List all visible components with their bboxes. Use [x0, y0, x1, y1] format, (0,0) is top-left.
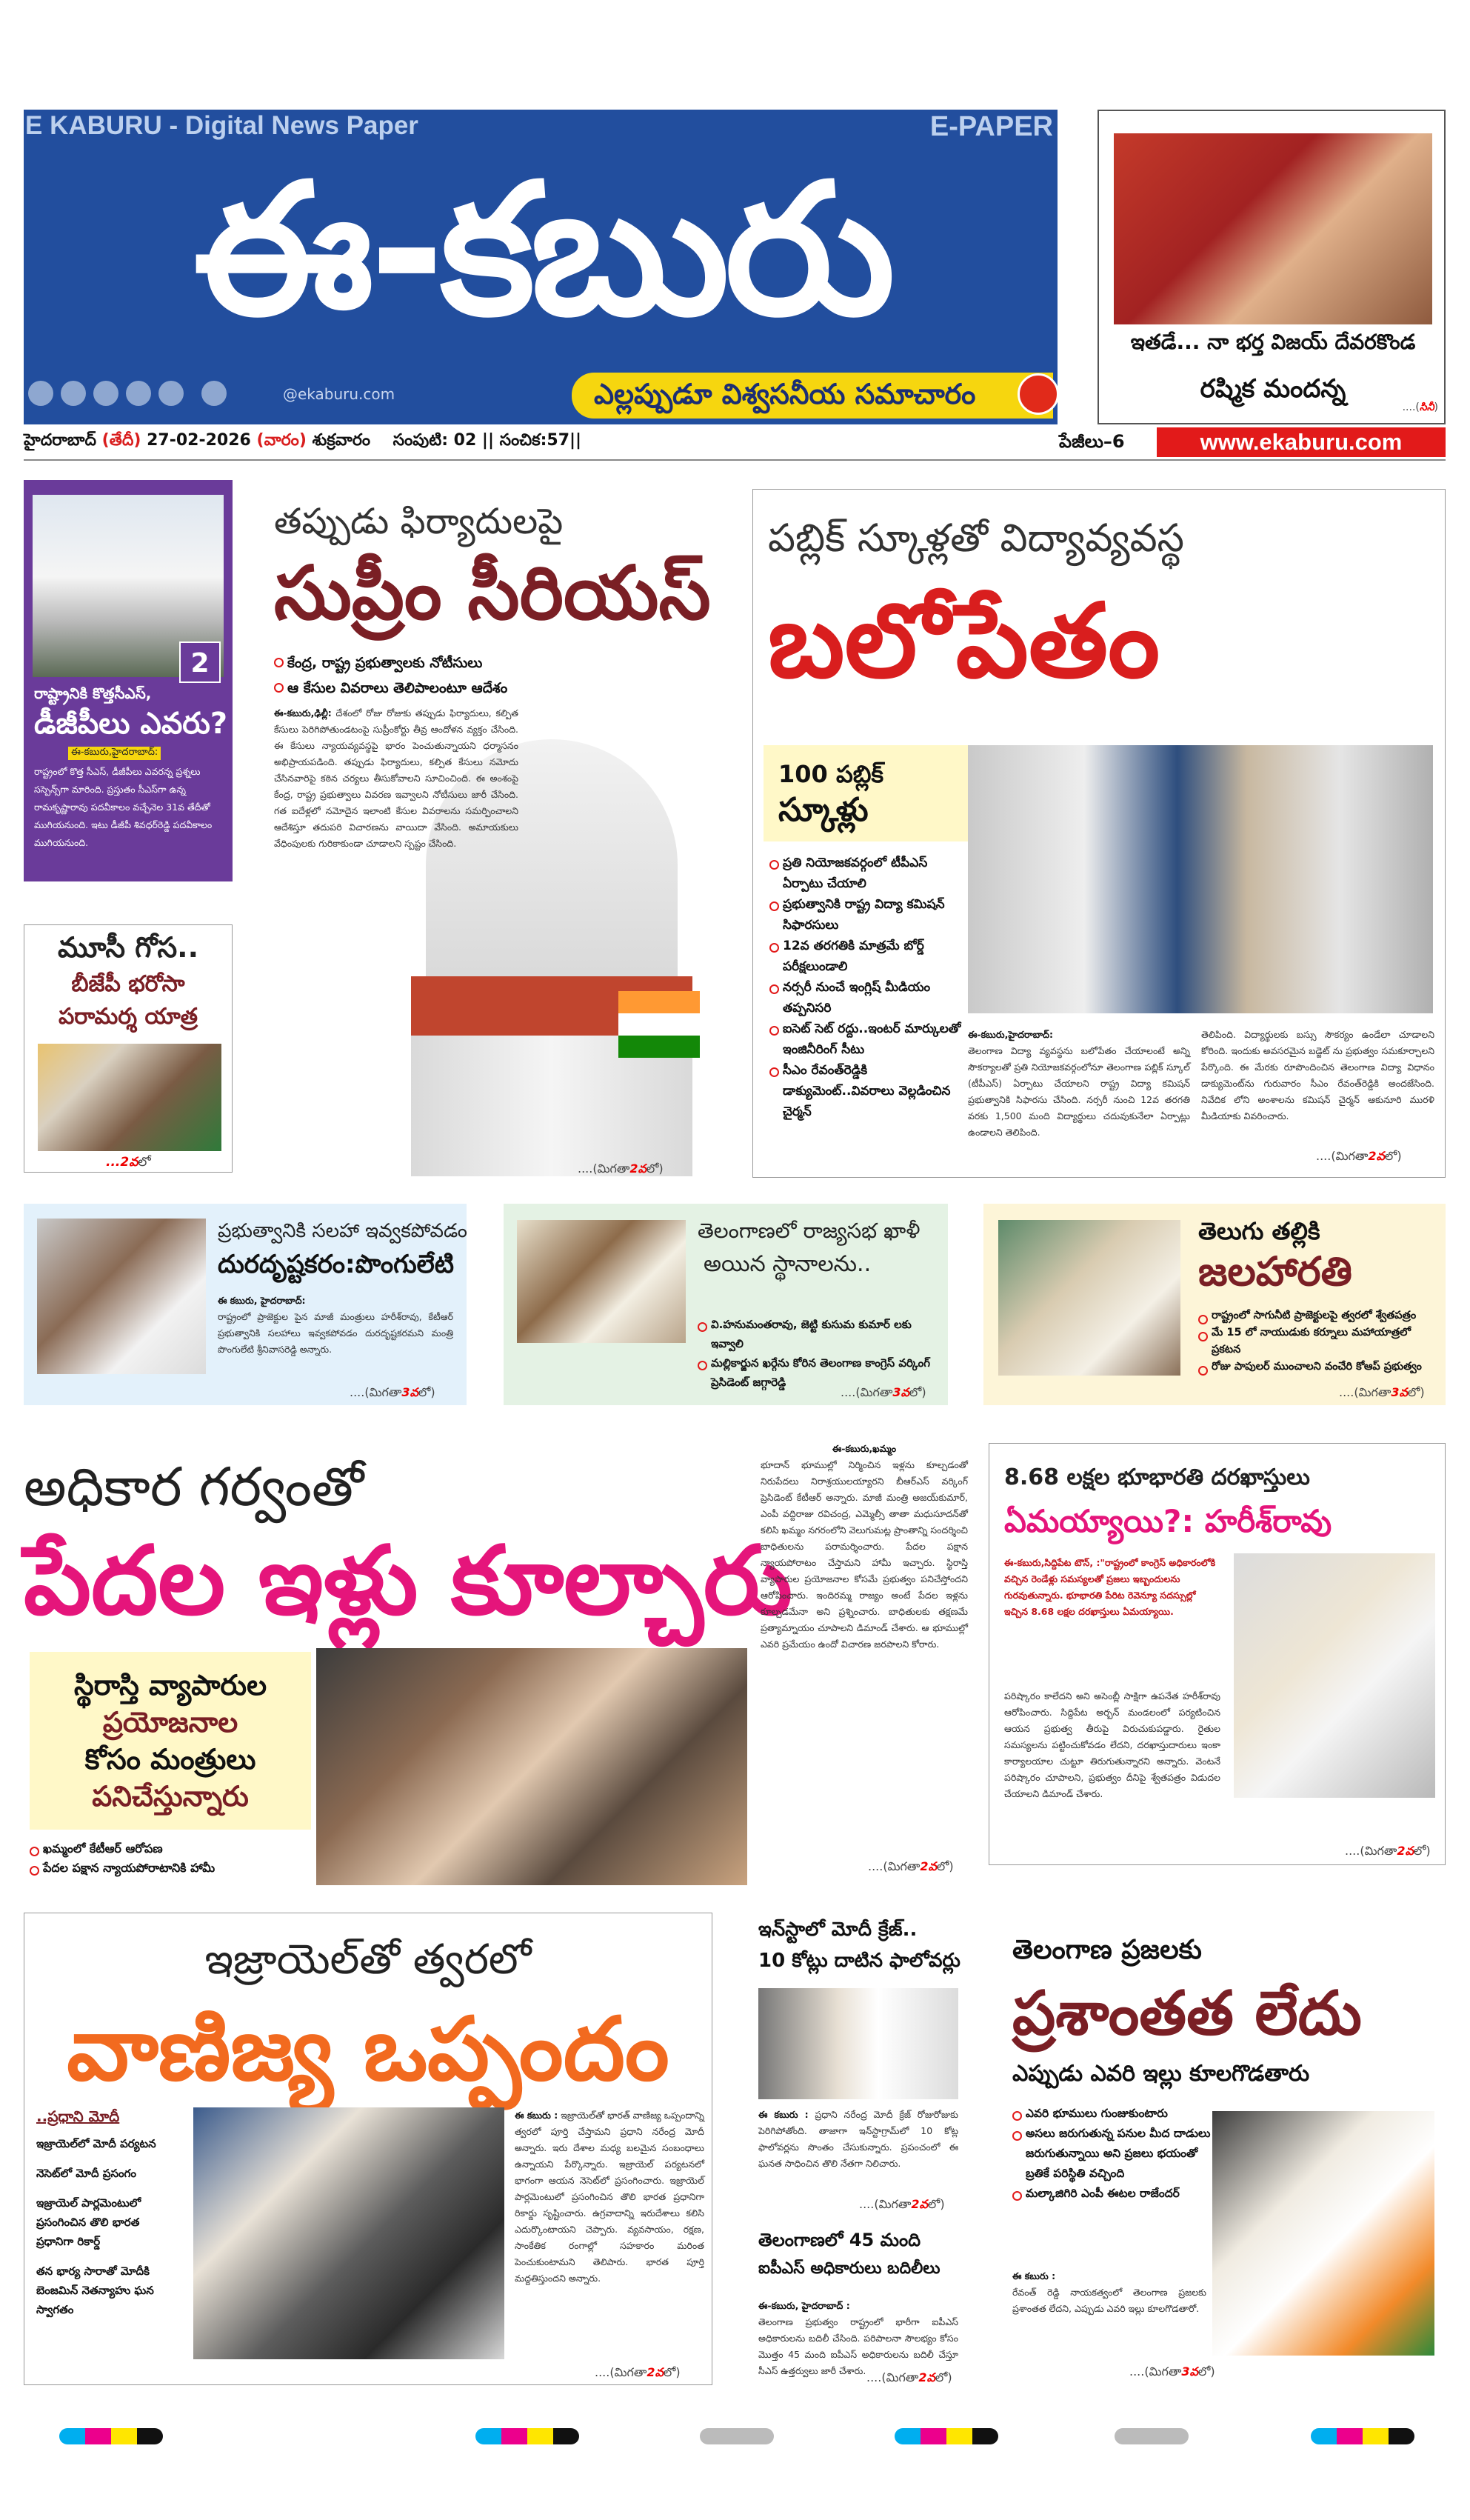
r2c-bullet-2: మే 15 లో నాయుడుకు కర్నూలు మహాయాత్రలో ప్రకటన — [1198, 1324, 1435, 1359]
harish-rao-photo — [1234, 1553, 1435, 1798]
r3-box-line: ప్రయోజనాల — [102, 1706, 238, 1739]
r4c-sub: ఎప్పుడు ఎవరి ఇల్లు కూలగొడతారు — [1012, 2061, 1310, 2087]
ktr-crowd-photo — [316, 1648, 747, 1885]
story-etela[interactable] — [996, 1913, 1446, 2385]
r4a-body: ఈ కబురు : ఇజ్రాయెల్‌తో భారత్ వాణిజ్య ఒప్పందాన్ని త్వరలో పూర్తి చేస్తామని ప్రధాని నరేంద్ర మోదీ అన్నారు. ఇరు దేశాల మధ్య బలమైన సంబంధాలు ఉన్నాయని పేర్కొన్నారు. ఇజ్రాయెల్ పర్యటనలో భాగంగా ఆయన నెసెట్‌లో ప్రసంగించారు. ఇజ్రాయెల్ పార్లమెంటులో ప్రసంగించిన తొలి భారత ప్రధానిగా రికార్డు సృష్టించారు. ఉగ్రవాదాన్ని ఇరుదేశాలు కలిసి ఎదుర్కొంటాయని చెప్పారు. వ్యవసాయం, రక్షణ, సాంకేతిక రంగాల్లో సహకారం మరింత పెంచుకుంటామని తెలిపారు. భారత పూర్తి మద్దతిస్తుందని అన్నారు. — [515, 2110, 704, 2284]
s4-continue: ....(మిగతా2వలో) — [1316, 1149, 1402, 1163]
story-modi-insta[interactable] — [748, 1913, 970, 2224]
promo-box[interactable] — [1098, 110, 1446, 424]
facebook-icon[interactable] — [93, 381, 118, 406]
r4c-kicker: తెలంగాణ ప్రజలకు — [1012, 1935, 1202, 1965]
s2-sub2: పరామర్శ యాత్ర — [58, 1004, 198, 1030]
r4c-bullet: అసలు జరుగుతున్న పనుల మీద దాడులు జరుగుతున్నాయి అని ప్రజలు భయంతో బ్రతికే పరిస్థితి వచ్చింది — [1012, 2124, 1212, 2184]
wedding-photo — [1114, 133, 1432, 324]
instagram-icon[interactable] — [158, 381, 184, 406]
s2-title: మూసీ గోస.. — [57, 931, 199, 964]
r2b-title: అయిన స్థానాలను.. — [704, 1251, 872, 1277]
s4-body-right: తెలిపింది. విద్యార్థులకు బస్సు సౌకర్యం ఉండేలా చూడాలని కోరింది. ఇందుకు అవసరమైన బడ్జెట్ ను ప్రభుత్వం సమకూర్చాలని పేర్కొంది. ఈ మేరకు రూపొందించిన తెలంగాణ విద్యా విధానం డాక్యుమెంట్‌ను గురువారం సీఎం రేవంత్‌రెడ్డికి అందజేసింది. నివేదిక లోని అంశాలను కమిషన్ చైర్మన్ ఆకునూరి మురళి మీడియాకు వివరించారు. — [1201, 1029, 1434, 1121]
story-ktr-demolition[interactable] — [24, 1441, 972, 1885]
s3-body: ఈ-కబురు,ఢిల్లీ: దేశంలో రోజు రోజుకు తప్పుడు ఫిర్యాదులు, కల్పిత కేసులు పెరిగిపోతుండటంపై సుప్రీంకోర్టు తీవ్ర ఆందోళన వ్యక్తం చేసింది. ఈ కేసులు న్యాయవ్యవస్థపై భారం పెంచుతున్నాయని ధర్మాసనం అభిప్రాయపడింది. తప్పుడు ఫిర్యాదులు, కల్పిత కేసులు నమోదు చేసినవారిపై కఠిన చర్యలు తీసుకోవాలని సూచించింది. ఈ అంశంపై కేంద్ర, రాష్ట్ర ప్రభుత్వాలు వివరణ ఇవ్వాలని నోటీసులు జారీ చేసింది. గత ఐదేళ్లలో నమోదైన ఇలాంటి కేసుల వివరాలను సమర్పించాలని ఆదేశిస్తూ తదుపరి విచారణను వాయిదా వేసింది. అమాయకులు వేధింపులకు గురికాకుండా చూడాలని స్పష్టం చేసింది. — [274, 707, 518, 849]
r2a-body: ఈ కబురు, హైదరాబాద్: రాష్ట్రంలో ప్రాజెక్టుల పైన మాజీ మంత్రులు హరీశ్‌రావు, కేటీఆర్ ప్రభుత్వానికి సలహాలు ఇవ్వకపోవడం దురదృష్టకరమని మంత్రి పొంగులేటి శ్రీనివాసరెడ్డి అన్నారు. — [218, 1295, 453, 1355]
r3-kicker: అధికార గర్వంతో — [24, 1456, 364, 1518]
story-harish-rao[interactable] — [989, 1443, 1446, 1865]
ponguleti-photo — [37, 1219, 206, 1374]
promo-line2: రష్మిక మందన్న — [1200, 374, 1346, 404]
r2a-continue: ....(మిగతా3వలో) — [350, 1385, 435, 1399]
s4-bullet: ఐసెట్ సెట్ రద్దు..ఇంటర్ మార్కులతో ఇంజినీరింగ్ సీటు — [769, 1019, 969, 1060]
r3r-continue: ....(మిగతా2వలో) — [1345, 1844, 1431, 1858]
musi-photo — [38, 1044, 221, 1151]
r4b-continue: ....(మిగతా2వలో) — [859, 2197, 945, 2211]
s4-headline: బలోపేతం — [768, 581, 1160, 701]
r4a-side-item: తన భార్య సారాతో మోదీకి బెంజమిన్ నెతన్యాహు ఘన స్వాగతం — [36, 2264, 154, 2316]
rajyasabha-photo — [517, 1220, 686, 1343]
promo-line1: ఇతడే... నా భర్త విజయ్ దేవరకొండ — [1130, 330, 1416, 354]
r3r-title: ఏమయ్యాయి?: హరీశ్‌రావు — [1004, 1503, 1332, 1539]
globe-icon — [1018, 373, 1058, 415]
modi-netanyahu-photo — [193, 2107, 504, 2359]
story-musi[interactable] — [24, 924, 233, 1173]
r3-headline: పేదల ఇళ్లు కూల్చారు — [24, 1526, 792, 1636]
gray-registration-mark — [1115, 2428, 1189, 2444]
youtube-icon[interactable] — [126, 381, 151, 406]
gray-registration-mark — [700, 2428, 774, 2444]
story-rajyasabha[interactable] — [504, 1204, 948, 1405]
s4-box-line1: 100 పబ్లిక్ — [778, 760, 884, 788]
story-cs-dgp[interactable] — [24, 480, 233, 881]
masthead-slogan: ఎల్లప్పుడూ విశ్వసనీయ సమాచారం — [594, 378, 976, 410]
r3-box — [30, 1652, 311, 1830]
s1-byline: ఈ-కబురు,హైదరాబాద్: — [68, 747, 161, 760]
r3r-lead: ఈ-కబురు,సిద్దిపేట టౌన్, :"రాష్ట్రంలో కాంగ్రెస్ అధికారంలోకి వచ్చిన రెండేళ్లు సమస్యలతో ప్రజలు ఇబ్బందులను గురవుతున్నారు. భూభారతి పేరిట రెవెన్యూ సదస్సుల్లో ఇచ్చిన 8.68 లక్షల దరఖాస్తులు ఏమయ్యాయి. — [1004, 1557, 1216, 1617]
r2c-bullet-1: రాష్ట్రంలో సాగునీటి ప్రాజెక్టులపై త్వరలో శ్వేతపత్రం — [1198, 1307, 1435, 1324]
r2b-continue: ....(మిగతా3వలో) — [841, 1385, 926, 1399]
s4-box-line2: స్కూళ్లు — [778, 791, 869, 829]
whatsapp-icon[interactable] — [28, 381, 53, 406]
story-ponguleti[interactable] — [24, 1204, 467, 1405]
r3-box-line: కోసం మంత్రులు — [84, 1743, 256, 1776]
r4a-sub: ..ప్రధాని మోదీ — [36, 2107, 120, 2125]
r4b-title2: తెలంగాణలో 45 మంది — [758, 2230, 921, 2250]
story-public-schools[interactable] — [752, 489, 1446, 1178]
r4c-continue: ....(మిగతా3వలో) — [1129, 2364, 1215, 2379]
r2b-bullet-2: మల్లికార్జున ఖర్గేను కోరిన తెలంగాణ కాంగ్రెస్ వర్కింగ్ ప్రెసిడెంట్ జగ్గారెడ్డి — [698, 1353, 938, 1392]
page-count: పేజీలు–6 — [1059, 431, 1125, 452]
r4b-sub: 10 కోట్లు దాటిన ఫాలోవర్లు — [758, 1950, 960, 1972]
r3-continue: ....(మిగతా2వలో) — [868, 1859, 954, 1873]
masthead-handle: @ekaburu.com — [283, 385, 395, 403]
r4a-side-item: ఇజ్రాయెల్ పార్లమెంటులో ప్రసంగించిన తొలి భారత ప్రధానిగా రికార్డ్ — [36, 2196, 141, 2248]
s1-kicker: రాష్ట్రానికి కొత్తసీఎస్, — [34, 684, 152, 702]
naidu-photo — [998, 1220, 1180, 1376]
story-israel-trade[interactable] — [24, 1913, 712, 2385]
r3r-body: పరిష్కారం కాలేదని అని అసెంబ్లీ సాక్షిగా ఉపనేత హరీశ్‌రావు ఆరోపించారు. సిద్దిపేట అర్బన్ మండలంలో పర్యటించిన ఆయన ప్రభుత్వ తీరుపై విరుచుకుపడ్డారు. రైతుల సమస్యలను పట్టించుకోవడం లేదని, దరఖాస్తుదారులు ఇంకా కార్యాలయాల చుట్టూ తిరుగుతున్నారని అన్నారు. వెంటనే పరిష్కారం చూపాలని, ప్రభుత్వం దీనిపై శ్వేతపత్రం విడుదల చేయాలని డిమాండ్ చేశారు. — [1004, 1690, 1220, 1799]
r4a-kicker: ఇజ్రాయెల్‌తో త్వరలో — [204, 1936, 532, 1984]
header-rule — [24, 459, 1446, 461]
cm-document-photo — [968, 745, 1433, 1013]
color-registration-mark — [475, 2428, 579, 2444]
r3-box-line: స్థిరాస్తి వ్యాపారుల — [73, 1669, 267, 1701]
r3-bullet-1: ఖమ్మంలో కేటీఆర్ ఆరోపణ — [30, 1839, 326, 1859]
s4-bullet: 12వ తరగతికి మాత్రమే బోర్డ్ పరీక్షలుండాలి — [769, 936, 969, 977]
r4a-headline: వాణిజ్య ఒప్పందం — [67, 1998, 669, 2100]
s3-headline: సుప్రీం సీరియస్ — [274, 550, 711, 636]
r2c-title: జలహారతి — [1198, 1248, 1352, 1295]
s1-title: డీజీపీలు ఎవరు? — [34, 707, 228, 741]
s2-sub1: బీజేపీ భరోసా — [71, 971, 185, 997]
s3-bullet-1: కేంద్ర, రాష్ట్ర ప్రభుత్వాలకు నోటీసులు — [274, 650, 718, 676]
s1-body: రాష్ట్రంలో కొత్త సీఎస్, డీజీపీలు ఎవరన్న ప్రశ్నలు సస్పెన్స్‌గా మారింది. ప్రస్తుతం సీఎస్‌గా ఉన్న రామకృష్ణారావు పదవీకాలం వచ్చేనెల 31వ తేదీతో ముగియనుంది. ఇటు డీజీపీ శివధర్‌రెడ్డి పదవీకాలం ముగియనుంది. — [34, 766, 213, 848]
s4-box — [764, 745, 971, 841]
story-ips-transfers[interactable] — [748, 2230, 970, 2389]
s2-continue: ...2వలో — [106, 1155, 151, 1170]
story-supreme[interactable] — [259, 480, 718, 1180]
s4-kicker: పబ్లిక్ స్కూళ్లతో విద్యావ్యవస్థ — [768, 516, 1185, 561]
web-icon[interactable] — [201, 381, 227, 406]
masthead-banner — [24, 110, 1058, 424]
r4a-side — [36, 2134, 177, 2319]
s4-bullet: ప్రభుత్వానికి రాష్ట్ర విద్యా కమిషన్ సిఫారసులు — [769, 894, 969, 936]
r4c-bullet: ఎవరి భూములు గుంజుకుంటారు — [1012, 2104, 1212, 2124]
s4-bullet: ప్రతి నియోజకవర్గంలో టీపీఎస్ ఏర్పాటు చేయాలి — [769, 853, 969, 894]
r2b-kicker: తెలంగాణలో రాజ్యసభ ఖాళీ — [698, 1219, 921, 1243]
r4b-continue2: ....(మిగతా2వలో) — [866, 2370, 952, 2384]
dateline: హైదరాబాద్ (తేదీ) 27-02-2026 (వారం) శుక్రవారం సంపుటి: 02 || సంచిక:57|| — [24, 431, 582, 450]
s4-body-left: ఈ-కబురు,హైదరాబాద్: తెలంగాణ విద్యా వ్యవస్థను బలోపేతం చేయాలంటే అన్ని సౌకర్యాలతో ప్రతి నియోజకవర్గంలోనూ తెలంగాణ పబ్లిక్ స్కూల్ (టీపీఎస్) ఏర్పాటు చేయాలని రాష్ట్ర విద్యా కమిషన్ ప్రభుత్వానికి సిఫారసు చేసింది. నర్సరీ నుంచి 12వ తరగతి వరకు 1,500 మంది విద్యార్థులు చదువుకునేలా ఏర్పాట్లు ఉండాలని తెలిపింది. — [968, 1029, 1190, 1138]
r4a-continue: ....(మిగతా2వలో) — [595, 2365, 681, 2379]
s3-continue: ....(మిగతా2వలో) — [578, 1161, 664, 1176]
twitter-icon[interactable] — [61, 381, 86, 406]
color-registration-mark — [1311, 2428, 1414, 2444]
r4c-body: ఈ కబురు : రేవంత్ రెడ్డి నాయకత్వంలో తెలంగాణ ప్రజలకు ప్రశాంతత లేదని, ఎప్పుడు ఎవరి ఇల్లు కూలగొడతారో. — [1012, 2270, 1206, 2314]
color-registration-mark — [59, 2428, 163, 2444]
color-registration-mark — [895, 2428, 998, 2444]
r4c-bullet: మల్కాజిగిరి ఎంపీ ఈటల రాజేందర్ — [1012, 2184, 1212, 2204]
story-jalaharathi[interactable] — [983, 1204, 1446, 1405]
s3-kicker: తప్పుడు ఫిర్యాదులపై — [274, 501, 564, 542]
s4-bullet: నర్సరీ నుంచే ఇంగ్లిష్ మీడియం తప్పనిసరి — [769, 977, 969, 1019]
r4b-body: ఈ కబురు : ప్రధాని నరేంద్ర మోదీ క్రేజ్ రోజురోజుకు పెరిగిపోతోంది. తాజాగా ఇన్‌స్టాగ్రామ్‌లో 10 కోట్ల ఫాలోవర్లను సొంతం చేసుకున్నారు. ప్రపంచంలో ఈ ఘనత సాధించిన తొలి నేతగా నిలిచారు. — [758, 2109, 958, 2169]
page-badge: 2 — [179, 641, 221, 683]
website-link[interactable]: www.ekaburu.com — [1157, 427, 1446, 457]
masthead-tagline: E KABURU - Digital News Paper — [25, 111, 418, 140]
s4-bullet: సీఎం రేవంత్‌రెడ్డికి డాక్యుమెంట్..వివరాలు వెల్లడించిన చైర్మన్ — [769, 1060, 969, 1122]
s3-bullets — [274, 650, 718, 701]
r2c-bullet-3: రోజు పాపులర్ ముంచాలని వంచేరి కోఆప్ ప్రభుత్వం — [1198, 1359, 1435, 1376]
r4a-side-item: ఇజ్రాయెల్‌లో మోదీ పర్యటన — [36, 2137, 156, 2150]
r2a-kicker: ప్రభుత్వానికి సలహా ఇవ్వకపోవడం — [218, 1220, 467, 1242]
r4b-title: ఇన్‌స్టాలో మోదీ క్రేజ్.. — [758, 1919, 918, 1941]
r3-bullet-2: పేదల పక్షాన న్యాయపోరాటానికి హామీ — [30, 1859, 326, 1878]
r4b-sub2: ఐపీఎస్ అధికారులు బదిలీలు — [758, 2259, 941, 2278]
r4b-body2: ఈ-కబురు, హైదరాబాద్ : తెలంగాణ ప్రభుత్వం రాష్ట్రంలో భారీగా ఐపీఎస్ అధికారులను బదిలీ చేసింది. పరిపాలనా సౌలభ్యం కోసం మొత్తం 45 మంది ఐపీఎస్ అధికారులను బదిలీ చేస్తూ సీఎస్ ఉత్తర్వులు జారీ చేశారు. — [758, 2300, 958, 2376]
r2b-bullet-1: వి.హనుమంతరావు, జెట్టి కుసుమ కుమార్ లకు ఇవ్వాలి — [698, 1315, 938, 1353]
r3-body: ఈ-కబురు,ఖమ్మం భూదాన్ భూముల్లో నిర్మించిన ఇళ్లను కూల్చడంతో నిరుపేదలు నిరాశ్రయులయ్యారని బీఆర్ఎస్ వర్కింగ్ ప్రెసిడెంట్ కేటీఆర్ అన్నారు. మాజీ మంత్రి అజయ్‌కుమార్, ఎంపీ వద్దిరాజు రవిచంద్ర, ఎమ్మెల్సీ తాతా మధుసూదన్‌తో కలిసి ఖమ్మం నగరంలోని వెలుగుమట్ల ప్రాంతాన్ని సందర్శించి బాధితులను పరామర్శించారు. పేదల పక్షాన న్యాయపోరాటం చేస్తామని హామీ ఇచ్చారు. స్థిరాస్తి వ్యాపారుల ప్రయోజనాల కోసమే ప్రభుత్వం పనిచేస్తోందని ఆరోపించారు. ఇందిరమ్మ రాజ్యం అంటే పేదల ఇళ్లను కూల్చడమేనా అని ప్రశ్నించారు. బాధితులకు తక్షణమే ప్రత్యామ్నాయం చూపాలని డిమాండ్ చేశారు. ఆ భూముల్లో ఎవరి ప్రమేయం ఉందో విచారణ జరపాలని కోరారు. — [761, 1443, 968, 1650]
s3-bullet-2: ఆ కేసుల వివరాలు తెలిపాలంటూ ఆదేశం — [274, 676, 718, 701]
etela-photo — [1212, 2111, 1434, 2356]
epaper-label: E-PAPER — [929, 111, 1053, 142]
s4-bullets — [769, 853, 969, 1122]
r3-bullets — [30, 1839, 326, 1878]
r4c-bullets — [1012, 2104, 1212, 2204]
r2c-bullets — [1198, 1307, 1435, 1376]
promo-continue: ....(సినీ) — [1402, 401, 1438, 413]
r2c-continue: ....(మిగతా3వలో) — [1339, 1385, 1425, 1399]
r4c-headline: ప్రశాంతత లేదు — [1012, 1979, 1362, 2049]
modi-instagram-photo — [758, 1988, 958, 2099]
r3r-kicker: 8.68 లక్షల భూభారతి దరఖాస్తులు — [1004, 1464, 1310, 1490]
r2a-title: దురదృష్టకరం:పొంగులేటి — [218, 1250, 455, 1279]
r2b-bullets — [698, 1315, 938, 1392]
r2c-kicker: తెలుగు తల్లికి — [1198, 1217, 1320, 1245]
r4a-side-item: నెసెట్‌లో మోదీ ప్రసంగం — [36, 2167, 136, 2180]
r3-box-line: పనిచేస్తున్నారు — [92, 1780, 249, 1813]
social-icons — [28, 381, 227, 406]
masthead-logo: ఈ-కబురు — [193, 144, 891, 356]
